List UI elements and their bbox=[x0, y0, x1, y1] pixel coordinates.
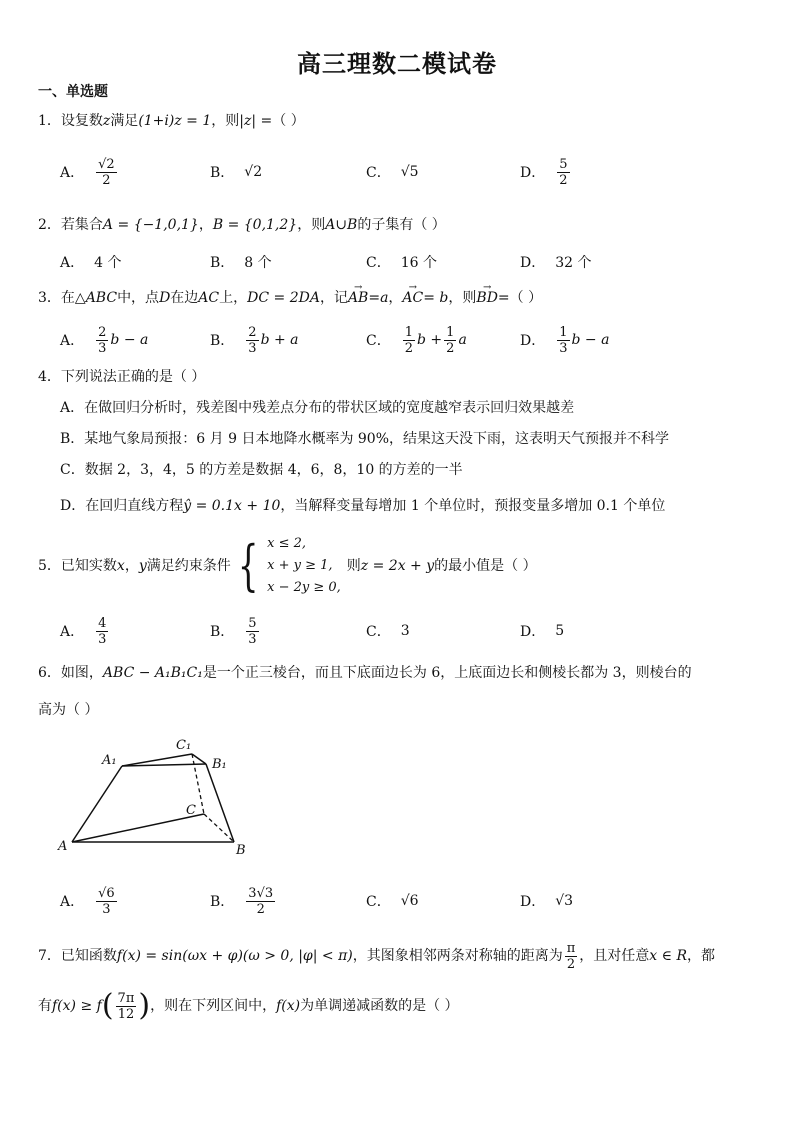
q-text: 则 bbox=[346, 558, 361, 574]
option-a bbox=[60, 320, 148, 360]
frac-num: 1 bbox=[404, 324, 413, 340]
frac-den: 3 bbox=[248, 340, 257, 356]
option-value: 3 bbox=[400, 623, 410, 639]
math: ABC − A₁B₁C₁ bbox=[102, 665, 203, 681]
q-text: 若集合 bbox=[60, 217, 103, 233]
vector: → AB bbox=[348, 288, 368, 308]
fraction bbox=[246, 886, 275, 917]
option-label: D． bbox=[520, 333, 546, 349]
q-text: ，则 bbox=[297, 217, 326, 233]
paren: ) bbox=[138, 988, 151, 1023]
option-value: b + bbox=[417, 332, 443, 348]
q-text: ，则在下列区间中， bbox=[150, 998, 277, 1014]
label-b1: B₁ bbox=[212, 757, 227, 772]
math: =a bbox=[368, 290, 389, 306]
fraction bbox=[116, 991, 137, 1022]
q-text: ，当解释变量每增加 1 个单位时，预报变量多增加 0.1 个单位 bbox=[280, 498, 666, 514]
option-value: 8 个 bbox=[244, 255, 272, 271]
fraction bbox=[96, 886, 117, 917]
vector: → BD bbox=[476, 288, 498, 308]
option-b bbox=[210, 152, 262, 192]
q-text: 为单调递减函数的是（ ） bbox=[300, 998, 459, 1014]
question-number: 3． bbox=[38, 290, 61, 306]
option-label: A． bbox=[60, 165, 85, 181]
q-text: ， bbox=[198, 217, 213, 233]
question-number: 5． bbox=[38, 558, 61, 574]
math: |z| = bbox=[239, 113, 273, 129]
math: D bbox=[159, 290, 171, 306]
option-b bbox=[210, 242, 272, 282]
option-c: C．数据 2，3，4，5 的方差是数据 4，6，8，10 的方差的一半 bbox=[60, 462, 463, 478]
q-text: 是一个正三棱台，而且下底面边长为 6，上底面边长和侧棱长都为 3，则棱台的 bbox=[202, 665, 692, 681]
math: = b bbox=[423, 290, 449, 306]
q-text: 如图， bbox=[60, 665, 103, 681]
frac-num: 2 bbox=[98, 324, 107, 340]
option-value: 16 个 bbox=[400, 255, 437, 271]
option-b bbox=[210, 320, 299, 360]
q-text: ， bbox=[124, 558, 139, 574]
option-label: C． bbox=[366, 165, 391, 181]
q-text: 已知实数 bbox=[60, 558, 117, 574]
option-c bbox=[366, 611, 410, 651]
option-a bbox=[60, 611, 110, 651]
brace: { bbox=[237, 534, 259, 597]
option-a bbox=[60, 242, 121, 282]
option-d bbox=[520, 320, 609, 360]
answer-paren: （ ） bbox=[509, 290, 543, 306]
math: f(x) ≥ f bbox=[52, 998, 102, 1014]
math: AC bbox=[198, 290, 220, 306]
q-text: ，且对任意 bbox=[579, 948, 650, 964]
option-label: A． bbox=[60, 624, 85, 640]
math: ŷ = 0.1x + 10 bbox=[183, 498, 281, 514]
question-number: 4． bbox=[38, 369, 61, 385]
math: f(x) bbox=[276, 998, 301, 1014]
fraction bbox=[403, 325, 415, 356]
frac-den: 2 bbox=[102, 172, 111, 188]
frac-den: 3 bbox=[102, 901, 111, 917]
q-text: 的最小值是（ ） bbox=[434, 558, 537, 574]
option-value: √3 bbox=[555, 893, 574, 909]
q-text: 有 bbox=[38, 998, 52, 1014]
question-1 bbox=[38, 111, 305, 131]
math: z bbox=[102, 113, 111, 129]
label-b: B bbox=[236, 843, 246, 858]
fraction bbox=[96, 616, 108, 647]
frac-den: 2 bbox=[446, 340, 455, 356]
option-label: D． bbox=[520, 894, 546, 910]
option-label: B． bbox=[210, 894, 235, 910]
fraction bbox=[444, 325, 456, 356]
option-b: B．某地气象局预报：6 月 9 日本地降水概率为 90%，结果这天没下雨，这表明天气预报并不科学 bbox=[60, 431, 670, 447]
paren: ( bbox=[101, 988, 114, 1023]
question-4 bbox=[38, 367, 205, 387]
math: B = {0,1,2} bbox=[212, 217, 298, 233]
answer-paren: （ ） bbox=[272, 113, 305, 129]
frac-den: 3 bbox=[98, 631, 107, 647]
question-number: 2． bbox=[38, 217, 61, 233]
math: DC = 2DA bbox=[247, 290, 320, 306]
q-text: 的子集有（ ） bbox=[357, 217, 446, 233]
fraction bbox=[246, 325, 258, 356]
option-value: 32 个 bbox=[555, 255, 592, 271]
option-label: B． bbox=[210, 333, 235, 349]
question-7-line2 bbox=[38, 984, 459, 1028]
option-value: b − a bbox=[571, 332, 610, 348]
question-3 bbox=[38, 288, 542, 308]
q-text: ，都 bbox=[687, 948, 715, 964]
q-text: ，记 bbox=[319, 290, 348, 306]
option-a: A．在做回归分析时，残差图中残差点分布的带状区域的宽度越窄表示回归效果越差 bbox=[60, 400, 575, 416]
question-5 bbox=[38, 534, 537, 598]
option-value: √5 bbox=[400, 164, 419, 180]
option-label: C． bbox=[366, 255, 391, 271]
math: f(x) = sin(ωx + φ)(ω > 0, |φ| < π) bbox=[116, 948, 353, 964]
math: △ABC bbox=[74, 290, 118, 306]
vector: → AC bbox=[402, 288, 423, 308]
option-value: √2 bbox=[244, 164, 263, 180]
math: A = {−1,0,1} bbox=[102, 217, 199, 233]
question-6-line2: 高为（ ） bbox=[38, 702, 99, 718]
q-text: 已知函数 bbox=[60, 948, 117, 964]
frac-num: π bbox=[566, 940, 576, 956]
q-text: D．在回归直线方程 bbox=[60, 498, 184, 514]
option-a bbox=[60, 152, 119, 192]
q-text: ，则 bbox=[448, 290, 477, 306]
constraint: x ≤ 2, bbox=[267, 536, 307, 551]
option-value: √6 bbox=[400, 893, 419, 909]
frac-den: 12 bbox=[117, 1006, 135, 1022]
option-label: D． bbox=[520, 624, 546, 640]
math: x ∈ R bbox=[649, 948, 687, 964]
frac-num: 4 bbox=[98, 615, 107, 631]
fraction bbox=[557, 325, 569, 356]
page-title: 高三理数二模试卷 bbox=[297, 50, 497, 78]
option-c bbox=[366, 242, 437, 282]
frac-num: 5 bbox=[248, 615, 257, 631]
section-heading: 一、单选题 bbox=[38, 84, 108, 100]
edge-a-a1 bbox=[72, 766, 122, 842]
question-number: 6． bbox=[38, 665, 61, 681]
option-b bbox=[210, 611, 261, 651]
option-label: A． bbox=[60, 333, 85, 349]
q-text: 设复数 bbox=[60, 113, 103, 129]
frac-den: 2 bbox=[404, 340, 413, 356]
option-label: A． bbox=[60, 255, 85, 271]
question-number: 1． bbox=[38, 113, 61, 129]
option-label: B． bbox=[210, 165, 235, 181]
option-d bbox=[520, 242, 592, 282]
constraint-system bbox=[231, 533, 341, 599]
frac-num: 1 bbox=[559, 324, 568, 340]
label-a1: A₁ bbox=[102, 753, 117, 768]
option-value: b + a bbox=[260, 332, 299, 348]
frac-num: 5 bbox=[559, 156, 568, 172]
constraint-list bbox=[267, 533, 341, 599]
math: y bbox=[138, 558, 147, 574]
option-value: 5 bbox=[555, 623, 565, 639]
option-d bbox=[520, 611, 564, 651]
frac-den: 3 bbox=[98, 340, 107, 356]
math: z = 2x + y bbox=[360, 558, 435, 574]
frac-num: 3√3 bbox=[248, 885, 274, 901]
question-6 bbox=[38, 663, 692, 683]
q-text: 在 bbox=[60, 290, 75, 306]
math: x bbox=[116, 558, 125, 574]
option-c bbox=[366, 881, 419, 921]
label-c1: C₁ bbox=[176, 738, 192, 753]
q-text: ， bbox=[388, 290, 403, 306]
option-d bbox=[520, 881, 573, 921]
label-a: A bbox=[58, 839, 68, 854]
constraint: x + y ≥ 1, bbox=[267, 558, 333, 573]
question-2 bbox=[38, 215, 446, 235]
q-text: 上， bbox=[219, 290, 248, 306]
option-c bbox=[366, 320, 467, 360]
frac-den: 2 bbox=[566, 956, 576, 972]
frac-num: 1 bbox=[446, 324, 455, 340]
frac-den: 3 bbox=[248, 631, 257, 647]
option-value: 4 个 bbox=[94, 255, 122, 271]
frac-den: 3 bbox=[559, 340, 568, 356]
constraint: x − 2y ≥ 0, bbox=[267, 580, 341, 595]
math: (1+i)z = 1 bbox=[138, 113, 212, 129]
fraction bbox=[557, 157, 569, 188]
option-c bbox=[366, 152, 419, 192]
frac-num: √6 bbox=[98, 885, 115, 901]
option-label: C． bbox=[366, 624, 391, 640]
q-text: 下列说法正确的是（ ） bbox=[60, 369, 206, 385]
frustum-figure bbox=[56, 732, 276, 862]
edge-b1-b bbox=[206, 764, 234, 842]
option-d bbox=[60, 496, 665, 516]
option-b bbox=[210, 881, 277, 921]
option-label: D． bbox=[520, 255, 546, 271]
fraction bbox=[96, 325, 108, 356]
option-label: C． bbox=[366, 894, 391, 910]
q-text: 满足 bbox=[110, 113, 139, 129]
frac-num: √2 bbox=[98, 156, 115, 172]
option-label: C． bbox=[366, 333, 391, 349]
q-text: ，其图象相邻两条对称轴的距离为 bbox=[352, 948, 563, 964]
frac-den: 2 bbox=[256, 901, 265, 917]
option-value: b − a bbox=[110, 332, 149, 348]
option-a bbox=[60, 881, 119, 921]
q-text: 在边 bbox=[170, 290, 199, 306]
fraction bbox=[96, 157, 117, 188]
option-label: A． bbox=[60, 894, 85, 910]
math: = bbox=[497, 290, 510, 306]
fraction bbox=[565, 941, 578, 972]
option-label: D． bbox=[520, 165, 546, 181]
frac-num: 2 bbox=[248, 324, 257, 340]
frac-num: 7π bbox=[117, 990, 135, 1006]
option-d bbox=[520, 152, 572, 192]
question-7 bbox=[38, 936, 715, 976]
question-number: 7． bbox=[38, 948, 61, 964]
math: A∪B bbox=[325, 217, 358, 233]
q-text: ，则 bbox=[211, 113, 240, 129]
option-label: B． bbox=[210, 624, 235, 640]
q-text: 满足约束条件 bbox=[146, 558, 231, 574]
frac-den: 2 bbox=[559, 172, 568, 188]
fraction bbox=[246, 616, 258, 647]
label-c: C bbox=[186, 803, 196, 818]
q-text: 中，点 bbox=[117, 290, 160, 306]
edge-a-c bbox=[72, 814, 204, 842]
option-label: B． bbox=[210, 255, 235, 271]
option-value: a bbox=[458, 332, 467, 348]
